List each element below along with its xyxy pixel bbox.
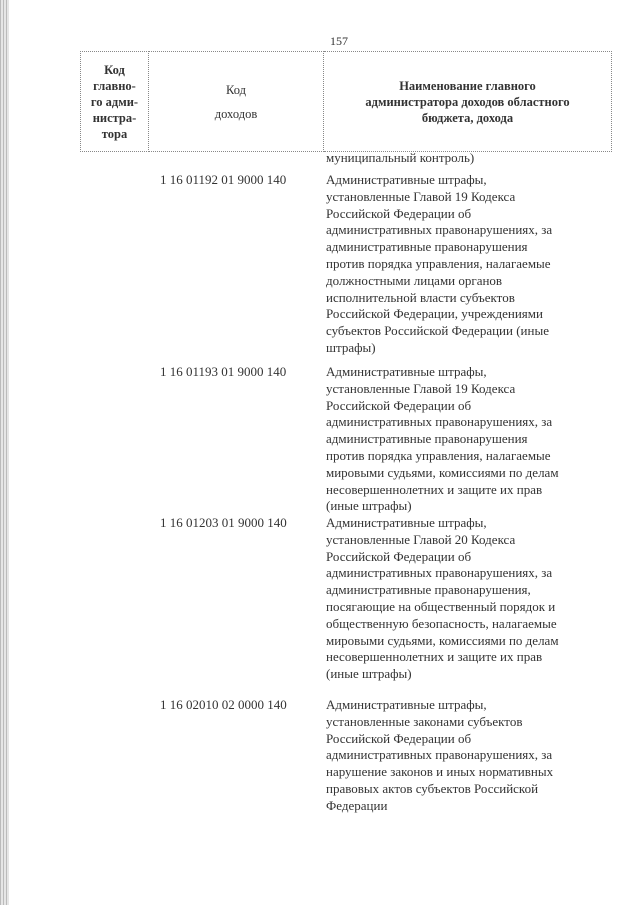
- income-code: 1 16 01192 01 9000 140: [160, 172, 287, 187]
- description-line: административные правонарушения: [326, 431, 528, 447]
- header-text: Код: [226, 82, 246, 97]
- description-line: субъектов Российской Федерации (иные: [326, 323, 549, 339]
- header-income-code: [149, 52, 324, 152]
- header-text: тора: [101, 126, 128, 141]
- description-line: исполнительной власти субъектов: [326, 289, 515, 305]
- description-line: административные правонарушения: [326, 239, 528, 255]
- description-line: административных правонарушениях, за: [326, 747, 553, 763]
- description-line: несовершеннолетних и защите их прав: [326, 649, 543, 665]
- header-name: [324, 52, 612, 152]
- table-header: [80, 51, 612, 152]
- description-line: Административные штрафы,: [326, 172, 487, 187]
- income-description: [326, 697, 616, 815]
- description-line: Федерации: [326, 797, 388, 813]
- description-line: Административные штрафы,: [326, 515, 487, 530]
- description-line: посягающие на общественный порядок и: [326, 598, 556, 614]
- description-line: (иные штрафы): [326, 498, 412, 514]
- income-code: 1 16 01193 01 9000 140: [160, 364, 287, 379]
- header-text: главно-: [93, 78, 136, 93]
- income-description: [326, 364, 616, 515]
- income-code: 1 16 02010 02 0000 140: [160, 697, 287, 712]
- description-line: мировыми судьями, комиссиями по делам: [326, 632, 559, 648]
- income-code: 1 16 01203 01 9000 140: [160, 515, 287, 530]
- header-text: го адми-: [90, 94, 139, 109]
- header-text: бюджета, дохода: [421, 110, 514, 125]
- scan-edge: [0, 0, 9, 905]
- description-line: административных правонарушениях, за: [326, 414, 553, 430]
- header-admin-code: [81, 52, 149, 152]
- description-line: Административные штрафы,: [326, 697, 487, 712]
- header-text: Код: [104, 62, 125, 77]
- description-line: правовых актов субъектов Российской: [326, 780, 539, 796]
- income-description: [326, 172, 616, 357]
- description-line: нарушение законов и иных нормативных: [326, 764, 554, 780]
- description-line: Российской Федерации об: [326, 205, 472, 221]
- continuation-text: муниципальный контроль): [326, 150, 475, 165]
- description-line: административных правонарушениях, за: [326, 222, 553, 238]
- description-line: против порядка управления, налагаемые: [326, 447, 551, 463]
- description-line: против порядка управления, налагаемые: [326, 255, 551, 271]
- description-line: общественную безопасность, налагаемые: [326, 615, 557, 631]
- header-text: Наименование главного: [399, 78, 536, 93]
- header-text: нистра-: [92, 110, 137, 125]
- description-line: установленные Главой 19 Кодекса: [326, 188, 516, 204]
- header-text: доходов: [214, 106, 258, 121]
- description-line: Административные штрафы,: [326, 364, 487, 379]
- income-description: [326, 515, 616, 683]
- header-text: администратора доходов областного: [365, 94, 570, 109]
- description-line: установленные законами субъектов: [326, 713, 523, 729]
- page-number: 157: [330, 34, 348, 48]
- description-line: Российской Федерации об: [326, 397, 472, 413]
- description-line: штрафы): [326, 339, 376, 355]
- description-line: (иные штрафы): [326, 666, 412, 682]
- description-line: установленные Главой 19 Кодекса: [326, 380, 516, 396]
- description-line: Российской Федерации об: [326, 548, 472, 564]
- description-line: должностными лицами органов: [326, 272, 503, 288]
- description-line: Российской Федерации об: [326, 730, 472, 746]
- description-line: административные правонарушения,: [326, 582, 531, 598]
- description-line: установленные Главой 20 Кодекса: [326, 531, 516, 547]
- description-line: административных правонарушениях, за: [326, 565, 553, 581]
- description-line: мировыми судьями, комиссиями по делам: [326, 464, 559, 480]
- description-line: Российской Федерации, учреждениями: [326, 306, 543, 322]
- description-line: несовершеннолетних и защите их прав: [326, 481, 543, 497]
